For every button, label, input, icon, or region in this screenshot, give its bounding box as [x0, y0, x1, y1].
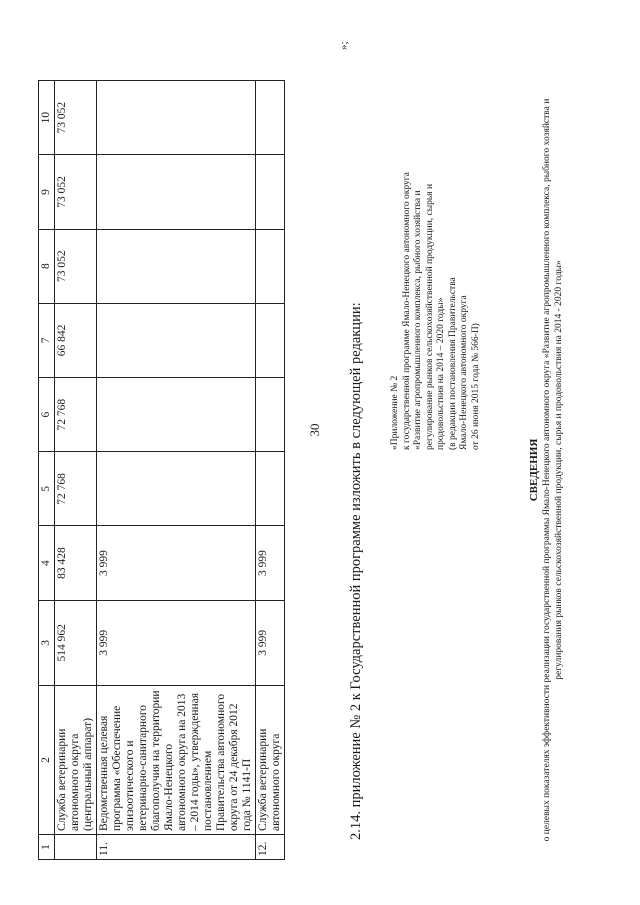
- closing-quote-mark: »;: [338, 41, 350, 50]
- row-number: 12.: [256, 835, 285, 860]
- header-cell: 9: [39, 155, 55, 229]
- table-cell: [97, 229, 256, 303]
- appendix-line: «Развитие агропромышленного комплекса, рыбного хозяйства и: [413, 190, 423, 450]
- header-cell: 8: [39, 229, 55, 303]
- table-cell: [256, 81, 285, 155]
- header-cell: 1: [39, 835, 55, 860]
- row-name: Ведомственная целевая программа «Обеспечение эпизоотического и ветеринарно-санитарного благополучия на территории Ямало-Ненецкого автономного округа на 2013 – 2014 годы», утвержденная постановлением Правительства автономного округа от 24 декабря 2012 года № 1141-П: [97, 686, 256, 835]
- table-row: [97, 81, 256, 860]
- row-name: Служба ветеринарии автономного округа: [256, 686, 285, 835]
- table-cell: 72 768: [55, 452, 97, 526]
- appendix-line: продовольствия на 2014 – 2020 годы»: [436, 297, 446, 450]
- table-cell: 73 052: [55, 229, 97, 303]
- rotated-page-content: [18, 20, 618, 880]
- table-cell: 3 999: [256, 600, 285, 685]
- header-cell: 3: [39, 600, 55, 685]
- header-cell: 10: [39, 81, 55, 155]
- appendix-line: от 26 июня 2015 года № 566-П): [470, 323, 481, 450]
- header-cell: 4: [39, 526, 55, 600]
- table-cell: 3 999: [97, 526, 256, 600]
- table-cell: [256, 303, 285, 377]
- table-row: [55, 81, 97, 860]
- appendix-line: (в редакции постановления Правительства: [447, 277, 458, 450]
- appendix-line: регулирование рынков сельскохозяйственной продукции, сырья и: [424, 183, 435, 450]
- funding-table: [38, 80, 285, 860]
- appendix-line: «Приложение № 2: [390, 375, 400, 450]
- row-name: Служба ветеринарии автономного округа (центральный аппарат): [55, 686, 97, 835]
- header-cell: 7: [39, 303, 55, 377]
- page-number: 30: [307, 423, 322, 437]
- section-heading: 2.14. приложение № 2 к Государственной программе изложить в следующей редакции:: [348, 302, 364, 840]
- table-cell: [97, 81, 256, 155]
- table-cell: [97, 378, 256, 452]
- table-cell: 72 768: [55, 378, 97, 452]
- table-cell: 514 962: [55, 600, 97, 685]
- appendix-line: Ямало-Ненецкого автономного округа: [459, 295, 469, 450]
- table-cell: [256, 229, 285, 303]
- appendix-header-block: [390, 130, 482, 450]
- table-cell: [256, 378, 285, 452]
- table-cell: 3 999: [97, 600, 256, 685]
- header-cell: 5: [39, 452, 55, 526]
- table-cell: [256, 452, 285, 526]
- row-number: 11.: [97, 835, 256, 860]
- table-cell: [97, 155, 256, 229]
- table-cell: 73 052: [55, 155, 97, 229]
- table-row: [256, 81, 285, 860]
- table-cell: 3 999: [256, 526, 285, 600]
- header-cell: 2: [39, 686, 55, 835]
- table-cell: [97, 303, 256, 377]
- table-cell: [97, 452, 256, 526]
- table-cell: 83 428: [55, 526, 97, 600]
- svedeniya-description: о целевых показателях эффективности реализации государственной программы Ямало-Ненецкого автономного округа «Развитие агропромышленного комплекса, рыбного хозяйства и регулирования рынков сельскохозяйственной продукции, сырья и продовольствия на 2014 - 2020 годы»: [542, 98, 564, 842]
- appendix-line: к государственной программе Ямало-Ненецкого автономного округа: [401, 172, 412, 450]
- row-number: [55, 835, 97, 860]
- header-cell: 6: [39, 378, 55, 452]
- table-cell: 66 842: [55, 303, 97, 377]
- table-header-row: [39, 81, 55, 860]
- svedeniya-title: СВЕДЕНИЯ: [528, 438, 540, 502]
- table-cell: [256, 155, 285, 229]
- table-cell: 73 052: [55, 81, 97, 155]
